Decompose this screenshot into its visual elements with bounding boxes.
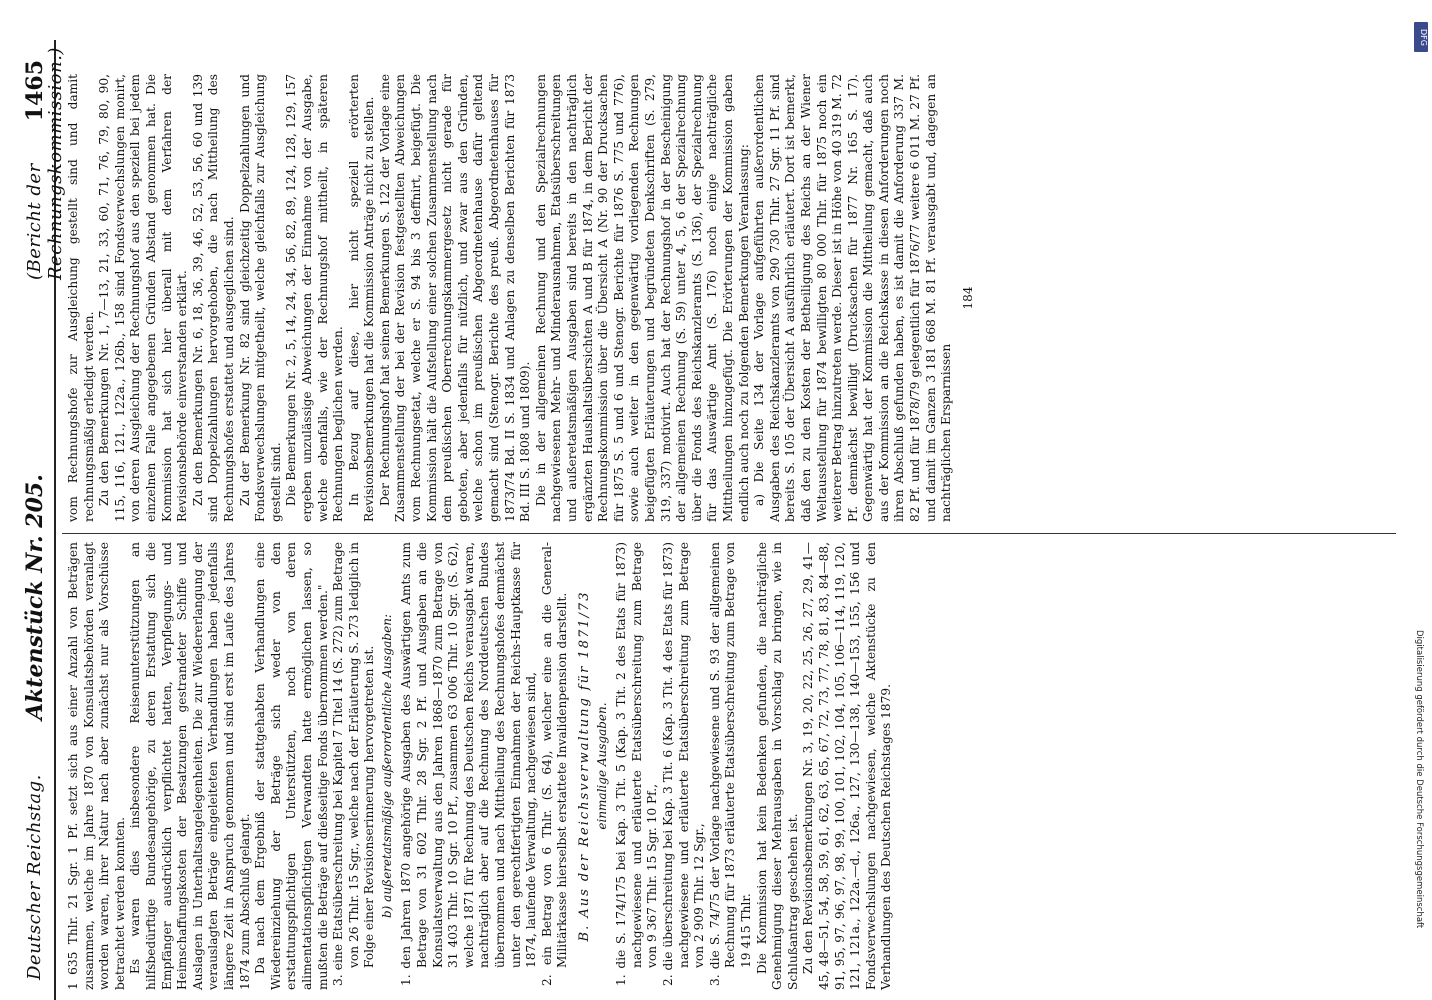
digitization-margin <box>1404 0 1432 1000</box>
list-item: 1. die S. 174/175 bei Kap. 3 Tit. 5 (Kap. 3 Tit. 2 des Etats für 1873) nachgewiesene und erläuterte Etatsüberschreitung zum Betrage von 9 367 Thlr. 15 Sgr. 10 Pf., <box>614 542 660 986</box>
paragraph: Der Rechnungshof hat seinen Bemerkungen S. 122 der Vorlage eine Zusammenstellung der bei der Revision festgestellten Abweichungen vom Rechnungsetat, welche er S. 94 bis 3 deffnirt, beigefügt. Die Kommission hält die Aufstellung einer solchen Zusammenstellung nach dem preußischen Oberrechnungskammergesetz nicht gerade für geboten, aber jedenfalls für nützlich, und zwar aus den Gründen, welche schon im preußischen Abgeordnetenhause dafür geltend gemacht sind (Stenogr. Berichte des preuß. Abgeordnetenhauses für 1873/74 Bd. II S. 1834 und Anlagen zu denselben Berichten für 1873 Bd. III S. 1808 und 1809). <box>377 74 533 522</box>
paragraph: In Bezug auf diese, hier nicht speziell erörterten Revisionsbemerkungen hat die Kommission Anträge nicht zu stellen. <box>346 74 377 522</box>
header-left: Deutscher Reichstag. <box>24 774 45 980</box>
paragraph: Zu der Bemerkung Nr. 82 sind gleichzeitig Doppelzahlungen und Fondsverwechslungen mitgetheilt, welche gleichfalls zur Ausgleichung gestellt sind. <box>237 74 283 522</box>
digitization-note: Digitalisierung gefördert durch die Deutsche Forschungsgemeinschaft <box>1414 630 1424 929</box>
subsection-title: einmalige Ausgaben. <box>594 702 609 830</box>
dfg-logo: DFG <box>1414 22 1428 52</box>
paragraph: Da nach dem Ergebniß der stattgehabten Verhandlungen eine Wiedereinziehung der Beträge sich weder von den erstattungspflichtigen Unterstützten, noch von deren alimentationspflichtigen Verwandten hatte ermöglichen lassen, so mußten die Beträge auf dießseitige Fonds übernommen werden." <box>253 542 330 990</box>
paragraph: Zu den Bemerkungen Nr. 6, 18, 36, 39, 46, 52, 53, 56, 60 und 139 sind Doppelzahlungen hervorgehoben, die nach Mittheilung des Rechnungshofes erstattet und ausgeglichen sind. <box>190 74 236 522</box>
page-footer-number: 184 <box>960 286 975 310</box>
list-item: 1. den Jahren 1870 angehörige Ausgaben des Auswärtigen Amts zum Betrage von 31 602 Thlr. 28 Sgr. 2 Pf. und Ausgaben an die Konsulatsverwaltung aus den Jahren 1868—1870 zum Betrage von 31 403 Thlr. 10 Sgr. 10 Pf., zusammen 63 006 Thlr. 10 Sgr. (S. 62), welche 1871 für Rechnung des Deutschen Reichs verausgabt waren, nachträglich aber auf die Rechnung des Norddeutschen Bundes übernommen und nach Mittheilung des Rechnungshofes demnächst unter den gerechtfertigten Einnahmen der Reichs-Hauptkasse für 1874, laufende Verwaltung, nachgewiesen sind, <box>399 542 539 986</box>
left-column <box>66 542 895 990</box>
column-divider <box>62 533 1396 534</box>
list-item: 3. die S. 74/75 der Vorlage nachgewiesene und S. 93 der allgemeinen Rechnung für 1873 erläuterte Etatsüberschreitung zum Betrage von 19 415 Thlr. <box>707 541 753 986</box>
list-item: 2. ein Betrag von 6 Thlr. (S. 64), welcher eine an die General-Militärkasse hierselbst erstattete Invalidenpension darstellt. <box>539 541 570 986</box>
paragraph: a) Die Seite 134 der Vorlage aufgeführten außerordentlichen Ausgaben des Reichskanzleramts von 290 730 Thlr. 27 Sgr. 11 Pf. sind bereits S. 105 der Übersicht A ausführlich erläutert. Dort ist bemerkt, daß den zu den Kosten der Betheiligung des Reichs an der Wiener Weltausstellung für 1874 bewilligten 80 000 Thlr. für 1875 noch ein weiterer Betrag hinzutreten werde. Dieser ist in Höhe von 40 319 M. 72 Pf. demnächst bewilligt (Drucksachen für 1877 Nr. 165 S. 17). Gegenwärtig hat der Kommission die Mittheilung gemacht, daß auch aus der Kommission an die Reichskasse in diesen Anforderungen noch ihren Abschluß gefunden haben, es ist damit die Anforderung 337 M. 82 Pf. und für 1878/79 gelegentlich für 1876/77 weitere 6 011 M. 27 Pf. und damit im Ganzen 3 181 668 M. 81 Pf. verausgabt und, dagegen an nachträglichen Ersparnissen <box>752 74 954 522</box>
paragraph: Die in der allgemeinen Rechnung und den Spezialrechnungen nachgewiesenen Mehr- und Minderausnahmen, Etatsüberschreitungen und außeretatsmäßigen Ausgaben sind bereits in den nachträglich ergänzten Haushaltsübersichten A und B für 1874, in dem Bericht der Rechnungskommission über die Übersicht A (Nr. 90 der Drucksachen für 1875 S. 5 und 6 und Stenogr. Berichte für 1876 S. 775 und 776), sowie auch weiter in den gegenwärtig vorliegenden Rechnungen beigefügten Erläuterungen und begründeten Denkschriften (S. 279, 319, 337) motivirt. Auch hat der Rechnungshof in der Bescheinigung der allgemeinen Rechnung (S. 59) unter 4, 5, 6 der Spezialrechnung über die Fonds des Reichskanzleramts (S. 136), der Spezialrechnung für das Auswärtige Amt (S. 176) noch einige nachträgliche Mittheilungen hinzugefügt. Die Erörterungen der Kommission gaben endlich auch noch zu folgenden Bemerkungen Veranlassung: <box>533 74 751 522</box>
list-item: 3. eine Etatsüberschreitung bei Kapitel 7 Titel 14 (S. 272) zum Betrage von 26 Thlr. 15 Sgr., welche nach der Erläuterung S. 273 lediglich in Folge einer Revisionserinnerung hervorgetreten ist. <box>331 542 377 986</box>
paragraph: Es waren dies insbesondere Reisenunterstützungen an hilfsbedürftige Bundesangehörige, zu deren Erstattung sich die Empfänger ausdrücklich verpflichtet hatten, Verpflegungs- und Heimschaffungskosten der Besatzungen gestrandeter Schiffe und Auslagen in Unterhaltsangelegenheiten. Die zur Wiedererlangung der verauslagten Beträge eingeleiteten Verhandlungen haben jedenfalls längere Zeit in Anspruch genommen und sind erst im Laufe des Jahres 1874 zum Abschluß gelangt. <box>128 542 252 990</box>
page-number: 1465 <box>22 60 48 122</box>
right-column <box>66 74 988 522</box>
section-title: B. Aus der Reichsverwaltung für 1871/73 <box>577 590 592 942</box>
document-page <box>18 40 1408 1000</box>
subsection-title: b) außeretatsmäßige außerordentliche Ausgaben: <box>379 614 394 918</box>
paragraph: Die Bemerkungen Nr. 2, 5, 14, 24, 34, 56, 82, 89, 124, 128, 129, 157 ergeben unzulässige Abweichungen der Einnahme von der Ausgabe, welche ebenfalls, wie der Rechnungshof mittheilt, in späteren Rechnungen beglichen werden. <box>284 74 346 522</box>
paragraph: Zu den Revisionsbemerkungen Nr. 3, 19, 20, 22, 25, 26, 27, 29, 41—45, 48—51, 54, 58, 59, 61, 62, 63, 65, 67, 72, 73, 77, 78, 81, 83, 84—88, 91, 95, 97, 96, 97, 98, 99, 100, 101, 102, 104, 105, 106—114, 119, 120, 121, 121a., 122a.—d., 126a., 127, 130—138, 140—153, 155, 156 und Fondsverwechslungen nachgewiesen, welche Aktenstücke zu den Verhandlungen des Deutschen Reichstages 1879. <box>801 542 894 990</box>
page-header <box>18 40 66 1000</box>
paragraph: 1 635 Thlr. 21 Sgr. 1 Pf. setzt sich aus einer Anzahl von Beträgen zusammen, welche im Jahre 1870 von Konsulatsbehörden veranlagt worden waren, ihrer Natur nach aber zunächst nur als Vorschüsse betrachtet werden konnten. <box>66 542 127 990</box>
list-item: 2. die überschreitung bei Kap. 3 Tit. 6 (Kap. 3 Tit. 4 des Etats für 1873) nachgewiesene und erläuterte Etatsüberschreitung zum Betrage von 2 909 Thlr. 12 Sgr., <box>660 541 707 986</box>
paragraph: Zu den Bemerkungen Nr. 1, 7—13, 21, 33, 60, 71, 76, 79, 80, 90, 115, 116, 121., 122a., 126b., 158 sind Fondsverwechslungen monirt, von deren Ausgleichung der Rechnungshof aus den speziell bei jedem einzelnen Falle angegebenen Gründen Abstand genommen hat. Die Kommission hat sich hier überall mit dem Verfahren der Revisionsbehörde einverstanden erklärt. <box>97 74 190 522</box>
header-center: Aktenstück Nr. 205. <box>22 474 48 720</box>
paragraph: vom Rechnungshofe zur Ausgleichung gestellt sind und damit rechnungsmäßig erledigt werden. <box>66 74 96 522</box>
header-right: (Bericht der Rechnungskommission.) <box>24 47 66 280</box>
paragraph: Die Kommission hat kein Bedenken gefunden, die nachträgliche Genehmigung dieser Mehrausgaben in Vorschlag zu bringen, wie in Schlußantrag geschehen ist. <box>754 542 800 990</box>
